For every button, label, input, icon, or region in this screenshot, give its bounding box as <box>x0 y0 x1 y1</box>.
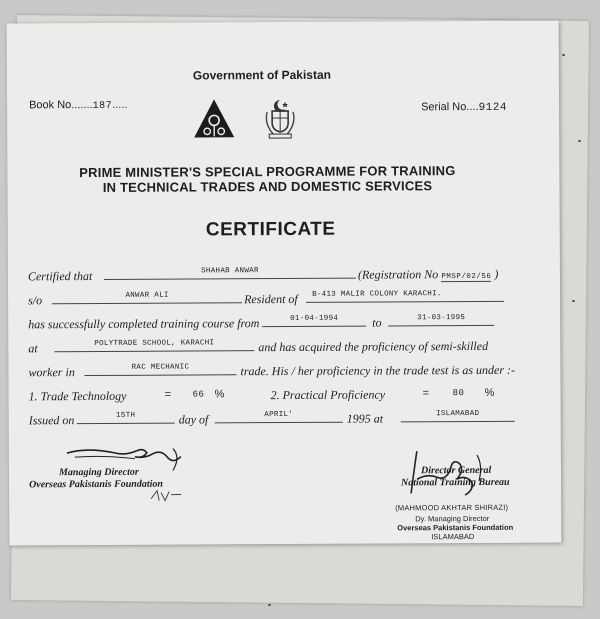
book-label: Book No....... <box>29 98 93 112</box>
son-of-label: s/o <box>28 293 43 308</box>
opf-triangle-logo-icon <box>193 98 235 138</box>
left-signatory-title: Managing Director <box>58 466 139 479</box>
initials-mark-icon <box>149 489 185 508</box>
stamp-city: ISLAMABAD <box>431 532 475 542</box>
left-signatory-organisation: Overseas Pakistanis Foundation <box>29 478 164 491</box>
registration-close: ) <box>494 266 499 281</box>
state-emblem-icon <box>263 98 297 140</box>
father-name-field: ANWAR ALI <box>52 290 242 304</box>
trade-technology-score: 66 <box>192 389 205 400</box>
worker-label: worker in <box>28 365 75 380</box>
book-number <box>29 99 127 113</box>
trade-technology-label: 1. Trade Technology <box>28 388 127 404</box>
to-label: to <box>372 315 382 330</box>
practical-proficiency-label: 2. Practical Proficiency <box>270 387 386 403</box>
at-label: at <box>28 341 38 356</box>
book-dots: ..... <box>112 98 128 111</box>
stamp-name: (MAHMOOD AKHTAR SHIRAZI) <box>395 502 509 513</box>
programme-title-line1: PRIME MINISTER'S SPECIAL PROGRAMME FOR TRAINING <box>79 163 456 181</box>
from-date-field: 01-04-1994 <box>262 314 366 328</box>
acquired-label: and has acquired the proficiency of semi-skilled <box>258 338 489 355</box>
scan-speck <box>578 140 581 142</box>
issued-place-field: ISLAMABAD <box>401 409 515 423</box>
practical-proficiency-score: 80 <box>452 388 465 399</box>
issued-on-label: Issued on <box>28 413 75 428</box>
programme-title-line2: IN TECHNICAL TRADES AND DOMESTIC SERVICES <box>102 178 433 195</box>
name-field: SHAHAB ANWAR <box>104 266 356 280</box>
issued-day-field: 15TH <box>77 411 175 425</box>
book-value: 187 <box>92 100 113 112</box>
serial-number <box>421 101 507 114</box>
scan-speck <box>268 604 271 606</box>
serial-label: Serial No.... <box>421 100 479 114</box>
certificate-title: CERTIFICATE <box>205 218 336 241</box>
certificate-sheet <box>7 21 562 546</box>
completed-label: has successfully completed training course from <box>28 316 260 332</box>
trade-technology-percent: % <box>214 388 225 401</box>
to-date-field: 31-03-1995 <box>388 313 494 327</box>
government-heading: Government of Pakistan <box>192 67 331 83</box>
scan-speck <box>572 300 575 302</box>
right-signatory-title: Director General <box>420 464 492 477</box>
practical-proficiency-equals: = <box>422 387 430 400</box>
certified-that-label: Certified that <box>27 269 93 284</box>
address-field: B-413 MALIR COLONY KARACHI. <box>306 289 504 303</box>
practical-proficiency-percent: % <box>484 386 495 399</box>
right-signatory-organisation: National Training Bureau <box>401 476 510 489</box>
day-of-label: day of <box>178 412 209 427</box>
resident-label: Resident of <box>244 291 298 307</box>
trade-technology-equals: = <box>164 388 172 401</box>
school-field: POLYTRADE SCHOOL, KARACHI <box>54 338 254 352</box>
registration-number <box>358 267 498 283</box>
issued-month-field: APRIL' <box>215 410 343 424</box>
year-label: 1995 at <box>346 411 384 426</box>
registration-label: (Registration No <box>357 267 439 282</box>
serial-value: 9124 <box>478 101 507 114</box>
stamp-organisation: Overseas Pakistanis Foundation <box>397 522 514 533</box>
scan-speck <box>562 54 565 56</box>
trade-proficiency-label: trade. His / her proficiency in the trade test is as under :- <box>240 362 516 379</box>
stamp-designation: Dy. Managing Director <box>415 513 490 524</box>
trade-field: RAC MECHANIC <box>84 362 236 376</box>
registration-value: PMSP/02/56 <box>441 272 492 282</box>
